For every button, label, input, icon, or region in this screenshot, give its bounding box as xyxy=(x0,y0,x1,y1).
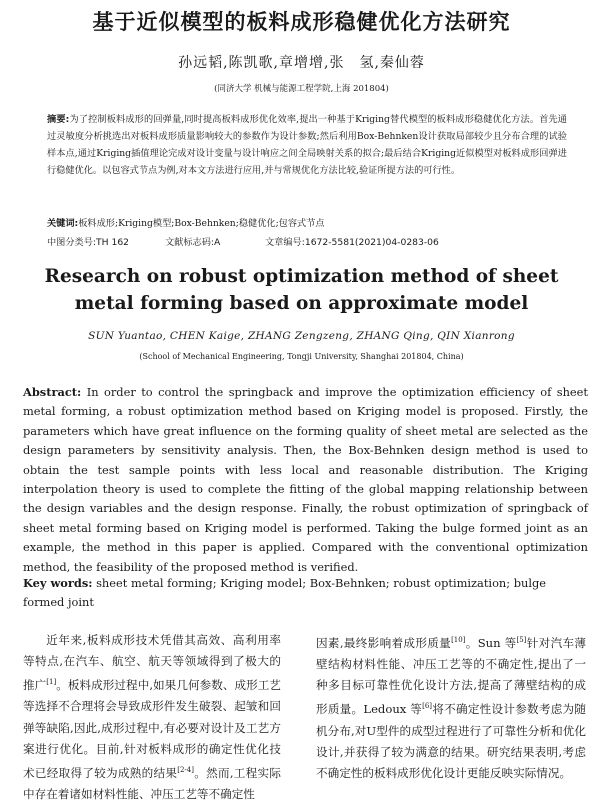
english-title xyxy=(0,263,603,317)
body-left-column xyxy=(23,630,281,805)
body-right-text-4: 将不确定性设计参数考虑为随机分布,对U型件的成型过程进行了可靠性分析和优化设计,并获得了较为满意的结果。研究结果表明,考虑不确定性的板料成形优化设计更能反映实际情况。 xyxy=(316,702,586,780)
body-right-text-1: 因素,最终影响着成形质量 xyxy=(316,635,452,650)
english-affiliation: (School of Mechanical Engineering, Tongji University, Shanghai 201804, China) xyxy=(139,352,464,361)
chinese-keywords-label: 关键词: xyxy=(47,218,79,229)
body-right-column xyxy=(316,630,586,784)
english-keywords-label: Key words: xyxy=(23,576,93,590)
english-title-line-1: Research on robust optimization method of sheet xyxy=(44,266,559,287)
english-authors: SUN Yuantao, CHEN Kaige, ZHANG Zengzeng, ZHANG Qing, QIN Xianrong xyxy=(88,330,515,342)
citation-ref: [2-4] xyxy=(177,766,194,775)
chinese-abstract-label: 摘要: xyxy=(47,114,70,125)
chinese-keywords xyxy=(47,215,567,229)
chinese-title: 基于近似模型的板料成形稳健优化方法研究 xyxy=(92,10,511,34)
chinese-keywords-text: 板料成形;Kriging模型;Box-Behnken;稳健优化;包容式节点 xyxy=(78,218,325,229)
chinese-abstract-text: 为了控制板料成形的回弹量,同时提高板料成形优化效率,提出一种基于Kriging替代模型的板料成形稳健优化方法。首先通过灵敏度分析挑选出对板料成形质量影响较大的参数作为设计参数;然后利用Box-Behnken设计获取局部较少且分布合理的试验样本点,通过Kriging插值理论完成对设计变量与设计响应之间全局映射关系的拟合;最后结合Kriging近似模型对板料成形回弹进行稳健优化。以包容式节点为例,对本文方法进行应用,并与常规优化方法比较,验证所提方法的可行性。 xyxy=(47,114,567,176)
english-abstract xyxy=(23,383,588,577)
body-right-text-3: 针对汽车薄壁结构材料性能、冲压工艺等的不确定性,提出了一种多目标可靠性优化设计方法,提高了薄壁结构的成形质量。Ledoux 等 xyxy=(316,635,586,717)
body-left-text-3: 。然而,工程实际中存在着诸如材料性能、冲压工艺等不确定性 xyxy=(23,765,281,802)
citation-ref: [1] xyxy=(46,678,57,687)
english-keywords-text: sheet metal forming; Kriging model; Box-Behnken; robust optimization; bulge formed joint xyxy=(23,576,547,610)
english-keywords xyxy=(23,574,588,613)
citation-ref: [6] xyxy=(422,702,433,711)
body-left-text-2: 。板料成形过程中,如果几何参数、成形工艺等选择不合理将会导致成形件发生破裂、起皱和回弹等缺陷,因此,成形过程中,有必要对设计及工艺方案进行优化。目前,针对板料成形的确定性优化技术已经取得了较为成熟的结果 xyxy=(23,678,281,780)
document-code: 文献标志码:A xyxy=(165,237,221,248)
citation-ref: [10] xyxy=(451,636,466,644)
english-abstract-text: In order to control the springback and improve the optimization efficiency of sheet metal forming, a robust optimization method based on Kriging model is proposed. Firstly, the parameters which have great influence on the forming quality of sheet metal are selected as the design parameters by sensitivity analysis. Then, the Box-Behnken design method is used to obtain the test sample points with less local and reasonable distribution. The Kriging interpolation theory is used to complete the fitting of the global mapping relationship between the design variables and the design response. Finally, the robust optimization of springback of sheet metal forming based on Kriging model is performed. Taking the bulge formed joint as an example, the method in this paper is applied. Compared with the conventional optimization method, the feasibility of the proposed method is verified. xyxy=(23,385,588,574)
body-left-text-1: 近年来,板料成形技术凭借其高效、高利用率等特点,在汽车、航空、航天等领域得到了极大的推广 xyxy=(23,633,281,693)
chinese-affiliation: (同济大学 机械与能源工程学院,上海 201804) xyxy=(214,84,389,94)
article-number: 文章编号:1672-5581(2021)04-0283-06 xyxy=(265,237,439,248)
english-abstract-label: Abstract: xyxy=(23,385,82,399)
chinese-abstract xyxy=(47,111,567,179)
classification-line xyxy=(47,234,567,248)
chinese-authors: 孙远韬,陈凯歌,章增增,张 氢,秦仙蓉 xyxy=(178,55,425,71)
body-right-text-2: 。Sun 等 xyxy=(465,635,517,650)
english-title-line-2: metal forming based on approximate model xyxy=(74,293,529,314)
clc-number: 中图分类号:TH 162 xyxy=(47,237,130,248)
citation-ref: [5] xyxy=(516,636,527,644)
